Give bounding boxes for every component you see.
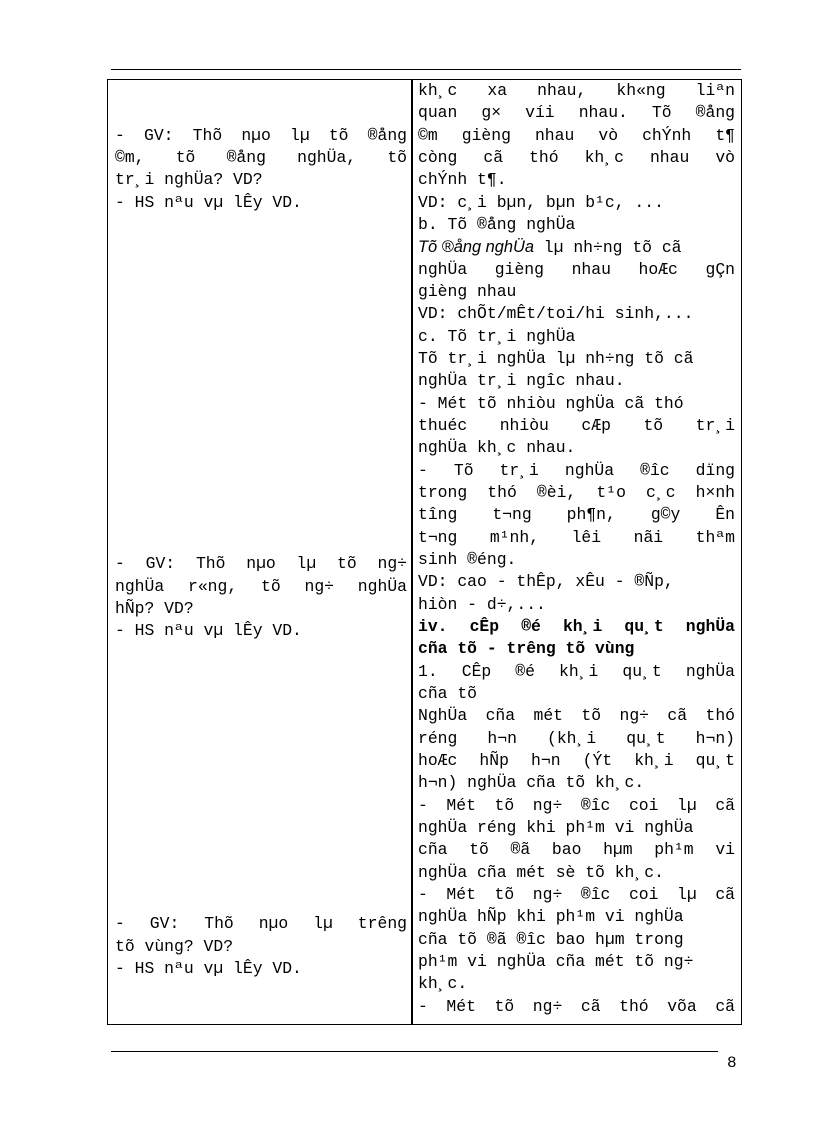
- subsection-heading-cont: cña tõ: [418, 684, 478, 703]
- content-line: h¬n) nghÜa cña tõ kh¸c.: [418, 773, 645, 792]
- content-line: hiòn - d÷,...: [418, 595, 546, 614]
- content-line: kh¸c.: [418, 974, 468, 993]
- content-line: [418, 236, 735, 259]
- left-text-line: - HS nªu vµ lÊy VD.: [115, 621, 302, 640]
- left-text-line: - HS nªu vµ lÊy VD.: [115, 959, 302, 978]
- content-line: - Tõ tr¸i nghÜa ®îc dïng: [418, 461, 735, 480]
- content-line: ©m gièng nhau vò chÝnh t¶: [418, 126, 735, 145]
- page-number: 8: [727, 1054, 737, 1072]
- content-line: - Mét tõ ng÷ cã thó võa cã: [418, 997, 735, 1016]
- content-line: còng cã thó kh¸c nhau vò: [418, 148, 735, 167]
- left-text-line: tõ vùng? VD?: [115, 937, 234, 956]
- left-text-line: ©m, tõ ®ång nghÜa, tõ: [115, 148, 407, 167]
- left-text-line: - GV: Thõ nµo lµ tõ ng÷: [115, 554, 407, 573]
- content-line: t¬ng m¹nh, lêi nãi thªm: [418, 528, 735, 547]
- content-line: - Mét tõ ng÷ ®îc coi lµ cã: [418, 796, 735, 815]
- content-line: cña tõ ®ã ®îc bao hµm trong: [418, 930, 684, 949]
- content-line: hoÆc hÑp h¬n (Ýt kh¸i qu¸t: [418, 751, 735, 770]
- content-line: Tõ tr¸i nghÜa lµ nh÷ng tõ cã: [418, 349, 694, 368]
- section-heading-antonyms: c. Tõ tr¸i nghÜa: [418, 327, 576, 346]
- content-line: tîng t¬ng ph¶n, g©y Ên: [418, 505, 735, 524]
- content-text: lµ nh÷ng tõ cã: [533, 238, 682, 257]
- content-line: ph¹m vi nghÜa cña mét tõ ng÷: [418, 952, 694, 971]
- section-heading-level-iv: iv. cÊp ®é kh¸i qu¸t nghÜa: [418, 617, 735, 636]
- content-line: quan g× víi nhau. Tõ ®ång: [418, 103, 735, 122]
- content-line: nghÜa kh¸c nhau.: [418, 438, 576, 457]
- content-line: réng h¬n (kh¸i qu¸t h¬n): [418, 729, 735, 748]
- content-line: VD: c¸i bµn, bµn b¹c, ...: [418, 193, 664, 212]
- content-line: nghÜa hÑp khi ph¹m vi nghÜa: [418, 907, 684, 926]
- content-line: VD: chÕt/mÊt/toi/hi sinh,...: [418, 304, 694, 323]
- content-line: sinh ®éng.: [418, 550, 517, 569]
- left-text-line: hÑp? VD?: [115, 599, 194, 618]
- left-text-line: - GV: Thõ nµo lµ tõ ®ång: [115, 126, 407, 145]
- italic-term: Tõ ®ång nghÜa: [418, 238, 534, 256]
- footer-rule: [111, 1051, 718, 1052]
- subsection-heading: 1. CÊp ®é kh¸i qu¸t nghÜa: [418, 662, 735, 681]
- content-line: trong thó ®èi, t¹o c¸c h×nh: [418, 483, 735, 502]
- content-line: nghÜa réng khi ph¹m vi nghÜa: [418, 818, 694, 837]
- content-line: gièng nhau: [418, 282, 517, 301]
- content-line: - Mét tõ nhiòu nghÜa cã thó: [418, 394, 684, 413]
- section-heading-level-iv-cont: cña tõ - trêng tõ vùng: [418, 639, 635, 658]
- left-text-line: - HS nªu vµ lÊy VD.: [115, 193, 302, 212]
- content-line: kh¸c xa nhau, kh«ng liªn: [418, 81, 735, 100]
- content-line: nghÜa gièng nhau hoÆc gÇn: [418, 260, 735, 279]
- content-line: thuéc nhiòu cÆp tõ tr¸i: [418, 416, 735, 435]
- content-line: cña tõ ®ã bao hµm ph¹m vi: [418, 840, 735, 859]
- content-line: nghÜa tr¸i ngîc nhau.: [418, 371, 625, 390]
- content-line: chÝnh t¶.: [418, 170, 507, 189]
- left-text-line: - GV: Thõ nµo lµ trêng: [115, 914, 407, 933]
- left-text-line: nghÜa r«ng, tõ ng÷ nghÜa: [115, 577, 407, 596]
- content-line: VD: cao - thÊp, xÊu - ®Ñp,: [418, 572, 674, 591]
- left-text-line: tr¸i nghÜa? VD?: [115, 170, 263, 189]
- header-rule: [111, 69, 741, 70]
- section-heading-synonyms: b. Tõ ®ång nghÜa: [418, 215, 576, 234]
- content-line: nghÜa cña mét sè tõ kh¸c.: [418, 863, 664, 882]
- table-cell-teacher-activities: [107, 79, 413, 1025]
- content-line: - Mét tõ ng÷ ®îc coi lµ cã: [418, 885, 735, 904]
- content-line: NghÜa cña mét tõ ng÷ cã thó: [418, 706, 735, 725]
